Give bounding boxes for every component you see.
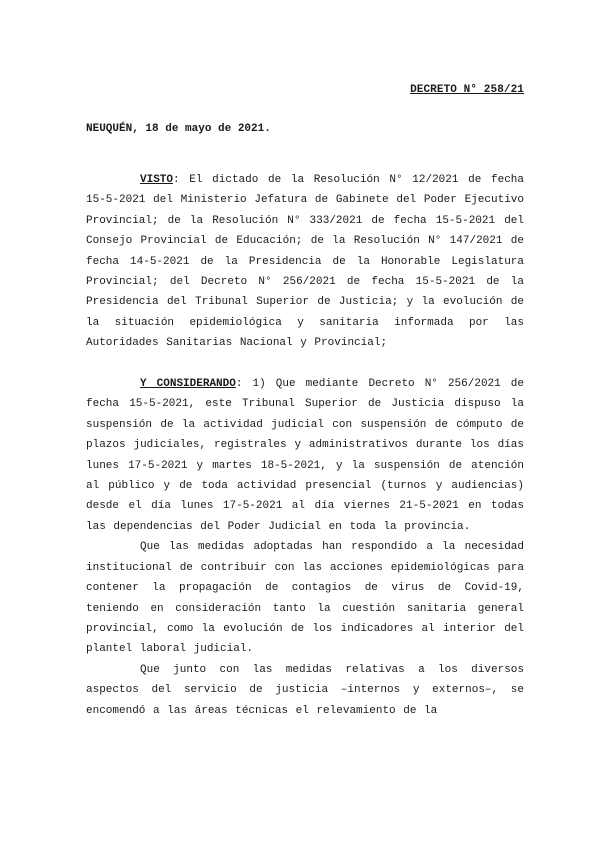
visto-text: : El dictado de la Resolución N° 12/2021 de fecha 15-5-2021 del Ministerio Jefatura de Gabinete del Poder Ejecutivo Provincial; de la Resolución N° 333/2021 de fecha 15-5-2021 del Consejo Provincial de Educación; de la Resolución N° 147/2021 de fecha 14-5-2021 de la Presidencia de la Honorable Legislatura Provincial; del Decreto N° 256/2021 de fecha 15-5-2021 de la Presidencia del Tribunal Superior de Justicia; y la evolución de la situación epidemiológica y sanitaria informada por las Autoridades Sanitarias Nacional y Provincial; <box>86 174 524 350</box>
visto-paragraph <box>86 170 524 354</box>
considerando-text: : 1) Que mediante Decreto N° 256/2021 de fecha 15-5-2021, este Tribunal Superior de Justicia dispuso la suspensión de la actividad judicial con suspensión de cómputo de plazos judiciales, registrales y administrativos durante los días lunes 17-5-2021 y martes 18-5-2021, y la suspensión de atención al público y de toda actividad presencial (turnos y audiencias) desde el día lunes 17-5-2021 al día viernes 21-5-2021 en todas las dependencias del Poder Judicial en toda la provincia. <box>86 378 524 533</box>
decree-number: DECRETO N° 258/21 <box>410 84 524 96</box>
paragraph-services: Que junto con las medidas relativas a los diversos aspectos del servicio de justicia –internos y externos–, se encomendó a las áreas técnicas el relevamiento de la <box>86 663 524 717</box>
considerando-heading: Y CONSIDERANDO <box>140 378 236 391</box>
document-body <box>86 170 524 721</box>
paragraph-measures: Que las medidas adoptadas han respondido a la necesidad institucional de contribuir con las acciones epidemiológicas para contener la propagación de contagios de virus de Covid-19, teniendo en consideración tanto la cuestión sanitaria general provincial, como la evolución de los indicadores al interior del plantel laboral judicial. <box>86 541 524 656</box>
considerando-paragraph <box>86 374 524 537</box>
place-date: NEUQUÉN, 18 de mayo de 2021. <box>86 123 271 135</box>
visto-heading: VISTO <box>140 174 174 186</box>
